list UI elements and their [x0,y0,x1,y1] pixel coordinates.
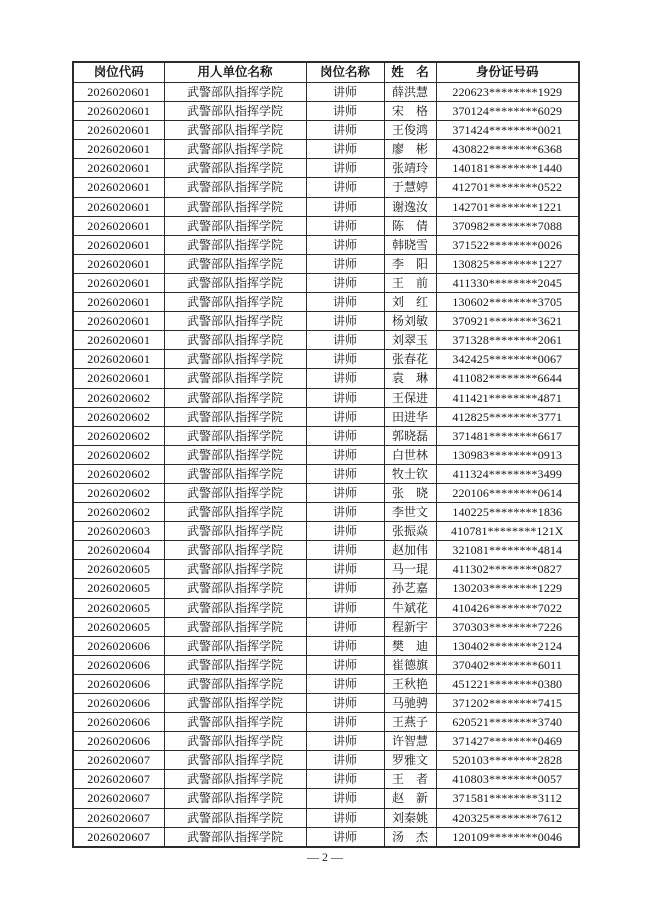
name-cell: 张振焱 [384,522,436,541]
name-cell: 赵加伟 [384,541,436,560]
name-cell: 牛斌花 [384,598,436,617]
table-row [73,312,579,331]
position-title-cell: 讲师 [306,541,384,560]
name-cell: 廖 彬 [384,140,436,159]
table-row [73,617,579,636]
position-code-cell: 2026020603 [73,522,164,541]
employer-name-cell: 武警部队指挥学院 [164,426,306,445]
position-code-cell: 2026020605 [73,579,164,598]
id-number-cell: 411082********6644 [436,369,579,388]
id-number-cell: 370303********7226 [436,617,579,636]
position-title-cell: 讲师 [306,503,384,522]
id-number-cell: 430822********6368 [436,140,579,159]
position-code-cell: 2026020601 [73,254,164,273]
employer-name-cell: 武警部队指挥学院 [164,235,306,254]
position-code-cell: 2026020606 [73,636,164,655]
name-cell: 汤 杰 [384,827,436,847]
employer-name-cell: 武警部队指挥学院 [164,350,306,369]
position-title-cell: 讲师 [306,522,384,541]
position-code-cell: 2026020601 [73,293,164,312]
position-title-cell: 讲师 [306,598,384,617]
position-title-cell: 讲师 [306,464,384,483]
id-number-cell: 370402********6011 [436,655,579,674]
table-header-row [73,62,579,83]
employer-name-cell: 武警部队指挥学院 [164,598,306,617]
id-number-cell: 342425********0067 [436,350,579,369]
table-row [73,140,579,159]
position-title-cell: 讲师 [306,732,384,751]
id-number-cell: 412701********0522 [436,178,579,197]
id-number-cell: 370124********6029 [436,102,579,121]
position-title-cell: 讲师 [306,197,384,216]
position-title-cell: 讲师 [306,159,384,178]
table-row [73,445,579,464]
table-row [73,293,579,312]
table-row [73,426,579,445]
employer-name-cell: 武警部队指挥学院 [164,83,306,102]
position-title-cell: 讲师 [306,426,384,445]
employer-name-cell: 武警部队指挥学院 [164,655,306,674]
id-number-cell: 620521********3740 [436,713,579,732]
name-cell: 王 前 [384,273,436,292]
table-row [73,102,579,121]
name-cell: 谢逸汝 [384,197,436,216]
id-number-cell: 411421********4871 [436,388,579,407]
name-cell: 樊 迪 [384,636,436,655]
id-number-cell: 130203********1229 [436,579,579,598]
id-number-cell: 371424********0021 [436,121,579,140]
id-number-cell: 140181********1440 [436,159,579,178]
name-cell: 孙艺嘉 [384,579,436,598]
position-title-cell: 讲师 [306,254,384,273]
position-title-cell: 讲师 [306,293,384,312]
position-title-cell: 讲师 [306,713,384,732]
employer-name-cell: 武警部队指挥学院 [164,522,306,541]
table-row [73,732,579,751]
table-row [73,83,579,102]
id-number-cell: 411324********3499 [436,464,579,483]
employer-name-cell: 武警部队指挥学院 [164,751,306,770]
table-row [73,388,579,407]
position-code-cell: 2026020601 [73,159,164,178]
position-code-cell: 2026020605 [73,560,164,579]
position-code-cell: 2026020601 [73,102,164,121]
name-cell: 程新宇 [384,617,436,636]
employer-name-cell: 武警部队指挥学院 [164,369,306,388]
name-cell: 赵 新 [384,789,436,808]
table-row [73,636,579,655]
id-number-cell: 220623********1929 [436,83,579,102]
name-cell: 薛洪慧 [384,83,436,102]
position-code-cell: 2026020607 [73,770,164,789]
table-row [73,751,579,770]
name-cell: 宋 格 [384,102,436,121]
name-cell: 郭晓磊 [384,426,436,445]
position-code-cell: 2026020606 [73,655,164,674]
position-title-cell: 讲师 [306,178,384,197]
id-number-cell: 371328********2061 [436,331,579,350]
table-row [73,770,579,789]
position-title-cell: 讲师 [306,808,384,827]
employer-name-cell: 武警部队指挥学院 [164,483,306,502]
table-row [73,254,579,273]
id-number-cell: 321081********4814 [436,541,579,560]
table-row [73,674,579,693]
employer-name-cell: 武警部队指挥学院 [164,674,306,693]
position-code-cell: 2026020604 [73,541,164,560]
id-number-cell: 370921********3621 [436,312,579,331]
table-row [73,598,579,617]
employer-name-cell: 武警部队指挥学院 [164,102,306,121]
table-row [73,464,579,483]
employer-name-cell: 武警部队指挥学院 [164,636,306,655]
position-code-cell: 2026020602 [73,483,164,502]
table-row [73,483,579,502]
name-cell: 王 者 [384,770,436,789]
table-row [73,808,579,827]
position-title-cell: 讲师 [306,579,384,598]
position-code-cell: 2026020607 [73,808,164,827]
table-row [73,655,579,674]
employer-name-cell: 武警部队指挥学院 [164,560,306,579]
table-row [73,789,579,808]
employer-name-cell: 武警部队指挥学院 [164,273,306,292]
position-code-cell: 2026020602 [73,445,164,464]
name-cell: 马一琨 [384,560,436,579]
name-cell: 张春花 [384,350,436,369]
position-title-cell: 讲师 [306,388,384,407]
position-title-cell: 讲师 [306,636,384,655]
employer-name-cell: 武警部队指挥学院 [164,407,306,426]
table-row [73,273,579,292]
table-row [73,178,579,197]
id-number-cell: 371202********7415 [436,694,579,713]
name-cell: 罗雅文 [384,751,436,770]
position-code-cell: 2026020606 [73,674,164,693]
id-number-cell: 220106********0614 [436,483,579,502]
name-cell: 陈 倩 [384,216,436,235]
position-code-cell: 2026020601 [73,331,164,350]
name-cell: 王秋艳 [384,674,436,693]
position-title-cell: 讲师 [306,102,384,121]
table-row [73,713,579,732]
name-cell: 张 晓 [384,483,436,502]
id-number-cell: 410803********0057 [436,770,579,789]
id-number-cell: 371427********0469 [436,732,579,751]
position-title-cell: 讲师 [306,827,384,847]
employer-name-cell: 武警部队指挥学院 [164,159,306,178]
id-number-cell: 410426********7022 [436,598,579,617]
table-row [73,350,579,369]
table-row [73,235,579,254]
id-number-cell: 130602********3705 [436,293,579,312]
employer-name-cell: 武警部队指挥学院 [164,770,306,789]
position-title-cell: 讲师 [306,789,384,808]
position-code-cell: 2026020607 [73,789,164,808]
position-title-cell: 讲师 [306,83,384,102]
position-code-cell: 2026020601 [73,197,164,216]
position-code-cell: 2026020601 [73,140,164,159]
employer-name-cell: 武警部队指挥学院 [164,827,306,847]
name-cell: 刘秦姚 [384,808,436,827]
position-code-cell: 2026020601 [73,350,164,369]
header-position-title-cell: 岗位名称 [306,62,384,83]
position-code-cell: 2026020602 [73,464,164,483]
table-row [73,216,579,235]
id-number-cell: 520103********2828 [436,751,579,770]
position-code-cell: 2026020602 [73,503,164,522]
employer-name-cell: 武警部队指挥学院 [164,331,306,350]
id-number-cell: 411330********2045 [436,273,579,292]
roster-table [72,61,580,848]
table-row [73,407,579,426]
table-row [73,541,579,560]
name-cell: 王保进 [384,388,436,407]
position-code-cell: 2026020605 [73,598,164,617]
position-title-cell: 讲师 [306,312,384,331]
employer-name-cell: 武警部队指挥学院 [164,789,306,808]
position-title-cell: 讲师 [306,445,384,464]
name-cell: 杨刘敏 [384,312,436,331]
table-row [73,522,579,541]
employer-name-cell: 武警部队指挥学院 [164,254,306,273]
position-code-cell: 2026020601 [73,369,164,388]
name-cell: 于慧婷 [384,178,436,197]
id-number-cell: 451221********0380 [436,674,579,693]
position-code-cell: 2026020606 [73,713,164,732]
name-cell: 王燕子 [384,713,436,732]
table-row [73,579,579,598]
position-code-cell: 2026020607 [73,827,164,847]
position-title-cell: 讲师 [306,694,384,713]
name-cell: 田进华 [384,407,436,426]
position-title-cell: 讲师 [306,407,384,426]
header-name-cell: 姓 名 [384,62,436,83]
table-row [73,197,579,216]
employer-name-cell: 武警部队指挥学院 [164,732,306,751]
table-row [73,694,579,713]
employer-name-cell: 武警部队指挥学院 [164,541,306,560]
name-cell: 许智慧 [384,732,436,751]
name-cell: 崔德旗 [384,655,436,674]
name-cell: 李世文 [384,503,436,522]
name-cell: 刘 红 [384,293,436,312]
name-cell: 白世林 [384,445,436,464]
employer-name-cell: 武警部队指挥学院 [164,579,306,598]
position-title-cell: 讲师 [306,121,384,140]
position-code-cell: 2026020601 [73,121,164,140]
id-number-cell: 371581********3112 [436,789,579,808]
employer-name-cell: 武警部队指挥学院 [164,216,306,235]
id-number-cell: 411302********0827 [436,560,579,579]
position-title-cell: 讲师 [306,216,384,235]
employer-name-cell: 武警部队指挥学院 [164,178,306,197]
id-number-cell: 140225********1836 [436,503,579,522]
employer-name-cell: 武警部队指挥学院 [164,293,306,312]
position-title-cell: 讲师 [306,273,384,292]
employer-name-cell: 武警部队指挥学院 [164,713,306,732]
table-row [73,560,579,579]
header-employer-name-cell: 用人单位名称 [164,62,306,83]
id-number-cell: 142701********1221 [436,197,579,216]
employer-name-cell: 武警部队指挥学院 [164,464,306,483]
position-title-cell: 讲师 [306,674,384,693]
table-row [73,331,579,350]
position-code-cell: 2026020602 [73,426,164,445]
id-number-cell: 370982********7088 [436,216,579,235]
name-cell: 牧士钦 [384,464,436,483]
position-title-cell: 讲师 [306,140,384,159]
name-cell: 刘翠玉 [384,331,436,350]
table-row [73,369,579,388]
position-title-cell: 讲师 [306,655,384,674]
table-body [73,83,579,847]
position-code-cell: 2026020601 [73,312,164,331]
name-cell: 王俊鸿 [384,121,436,140]
id-number-cell: 410781********121X [436,522,579,541]
employer-name-cell: 武警部队指挥学院 [164,197,306,216]
name-cell: 李 阳 [384,254,436,273]
position-code-cell: 2026020602 [73,388,164,407]
position-title-cell: 讲师 [306,369,384,388]
header-id-number-cell: 身份证号码 [436,62,579,83]
employer-name-cell: 武警部队指挥学院 [164,503,306,522]
name-cell: 袁 琳 [384,369,436,388]
position-code-cell: 2026020601 [73,178,164,197]
employer-name-cell: 武警部队指挥学院 [164,694,306,713]
table-row [73,159,579,178]
employer-name-cell: 武警部队指挥学院 [164,445,306,464]
position-code-cell: 2026020605 [73,617,164,636]
id-number-cell: 130402********2124 [436,636,579,655]
position-code-cell: 2026020601 [73,83,164,102]
table-row [73,827,579,847]
id-number-cell: 130983********0913 [436,445,579,464]
position-title-cell: 讲师 [306,350,384,369]
position-title-cell: 讲师 [306,331,384,350]
table-row [73,503,579,522]
page-number: — 2 — [307,850,343,864]
id-number-cell: 412825********3771 [436,407,579,426]
position-title-cell: 讲师 [306,751,384,770]
position-code-cell: 2026020607 [73,751,164,770]
position-title-cell: 讲师 [306,617,384,636]
position-code-cell: 2026020601 [73,273,164,292]
position-title-cell: 讲师 [306,560,384,579]
employer-name-cell: 武警部队指挥学院 [164,140,306,159]
name-cell: 韩晓雪 [384,235,436,254]
employer-name-cell: 武警部队指挥学院 [164,808,306,827]
position-title-cell: 讲师 [306,770,384,789]
header-position-code-cell: 岗位代码 [73,62,164,83]
position-code-cell: 2026020601 [73,216,164,235]
table-row [73,121,579,140]
position-title-cell: 讲师 [306,235,384,254]
id-number-cell: 371522********0026 [436,235,579,254]
id-number-cell: 420325********7612 [436,808,579,827]
id-number-cell: 371481********6617 [436,426,579,445]
name-cell: 张靖玲 [384,159,436,178]
name-cell: 马驰骋 [384,694,436,713]
id-number-cell: 120109********0046 [436,827,579,847]
id-number-cell: 130825********1227 [436,254,579,273]
position-title-cell: 讲师 [306,483,384,502]
position-code-cell: 2026020601 [73,235,164,254]
position-code-cell: 2026020606 [73,732,164,751]
employer-name-cell: 武警部队指挥学院 [164,121,306,140]
employer-name-cell: 武警部队指挥学院 [164,388,306,407]
employer-name-cell: 武警部队指挥学院 [164,617,306,636]
position-code-cell: 2026020606 [73,694,164,713]
position-code-cell: 2026020602 [73,407,164,426]
employer-name-cell: 武警部队指挥学院 [164,312,306,331]
